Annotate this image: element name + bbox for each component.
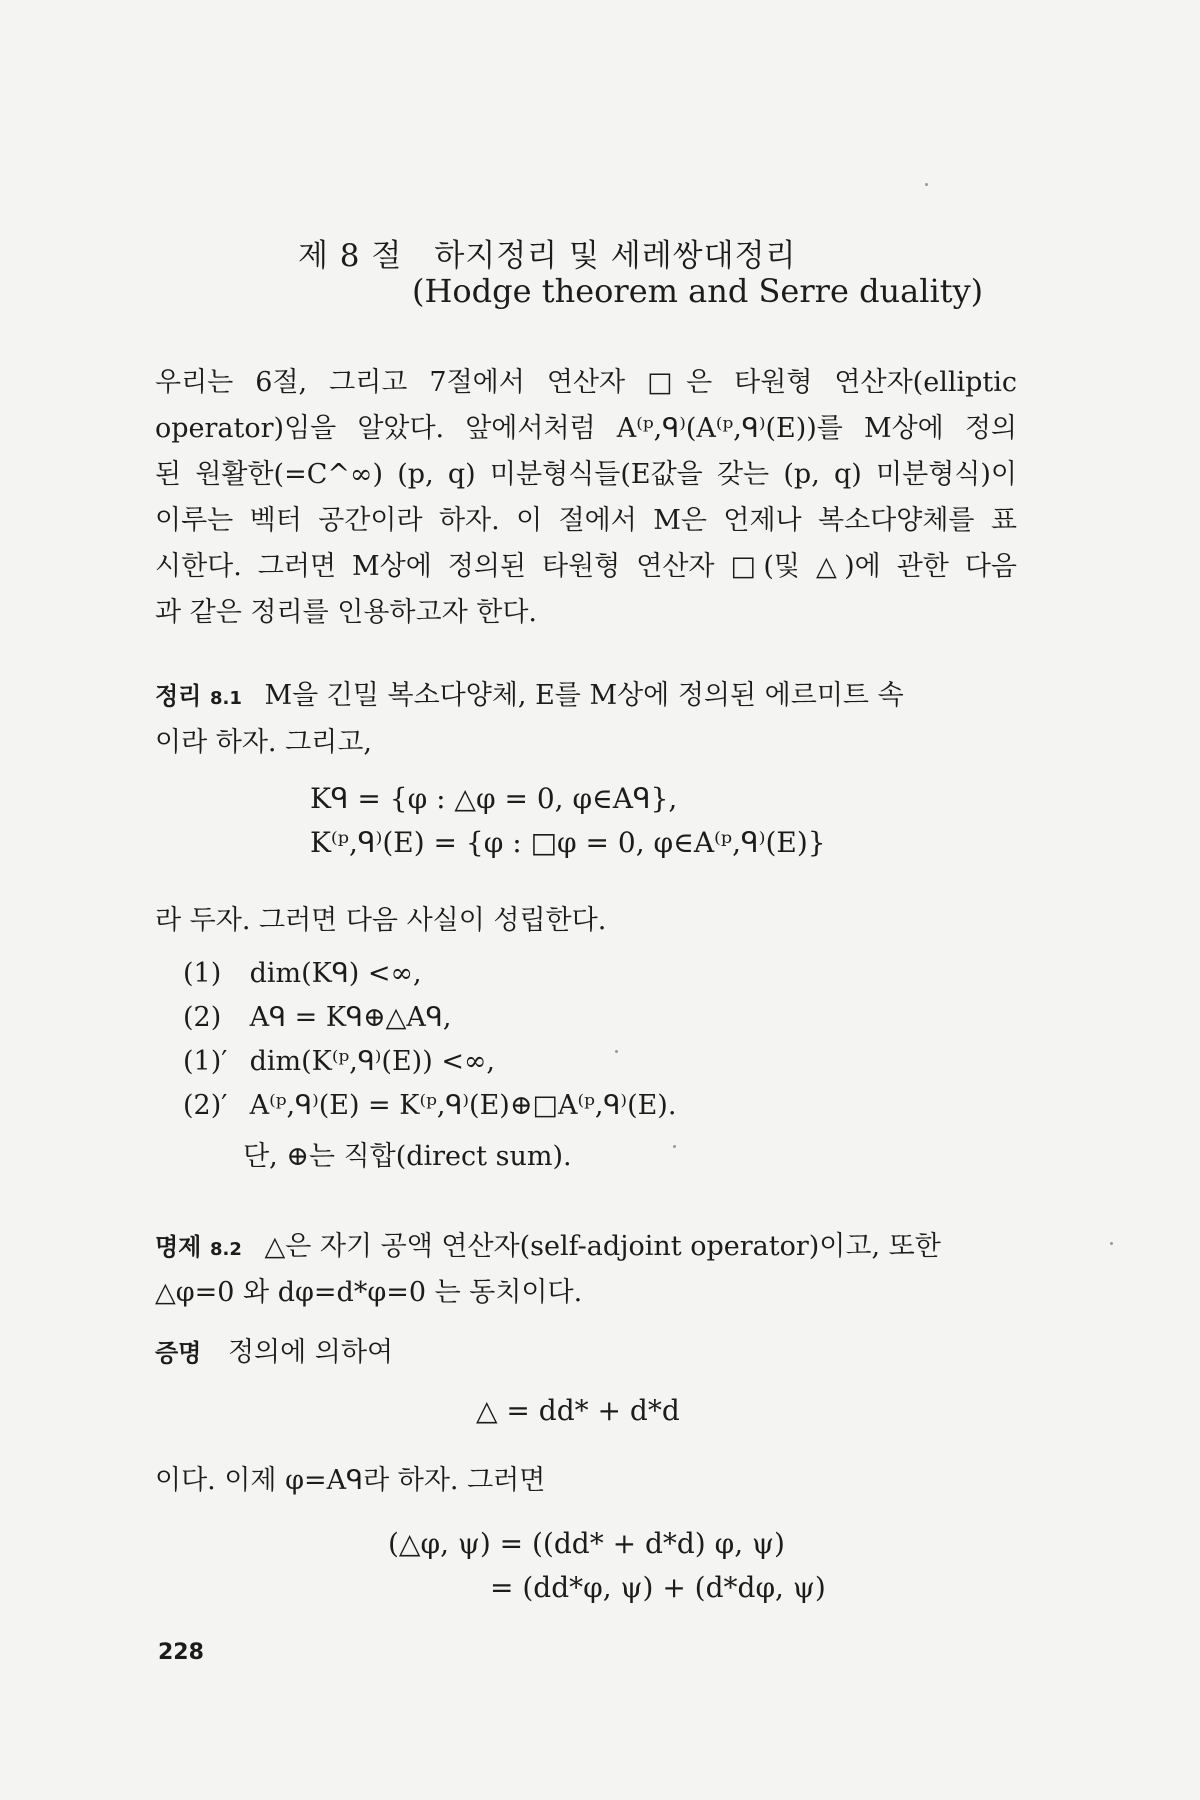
proposition-label: 명제 (155, 1233, 202, 1261)
proposition-line-2: △φ=0 와 dφ=d*φ=0 는 동치이다. (155, 1277, 583, 1308)
theorem-formula-2: K⁽ᵖ,ᑫ⁾(E) = {φ : □φ = 0, φ∈A⁽ᵖ,ᑫ⁾(E)} (310, 826, 826, 859)
proof-label: 증명 (155, 1339, 202, 1367)
intro-line: 과 같은 정리를 인용하고자 한다. (155, 597, 537, 628)
theorem-item (183, 1090, 676, 1121)
theorem-number: 8.1 (209, 688, 242, 709)
proof-text: 정의에 의하여 (227, 1337, 394, 1368)
proposition-heading (155, 1224, 941, 1263)
item-tag: (1)′ (183, 1046, 228, 1077)
proof-after: 이다. 이제 φ=Aᑫ라 하자. 그러면 (155, 1465, 546, 1496)
item-tag: (1) (183, 958, 222, 989)
theorem-label: 정리 (155, 682, 202, 710)
section-subtitle: (Hodge theorem and Serre duality) (412, 272, 984, 310)
theorem-line-2: 이라 하자. 그리고, (155, 727, 372, 758)
item-tag: (2)′ (183, 1090, 228, 1121)
theorem-after: 라 두자. 그러면 다음 사실이 성립한다. (155, 905, 607, 936)
intro-line: 우리는 6절, 그리고 7절에서 연산자 □은 타원형 연산자(elliptic (155, 367, 1017, 398)
item-tag: (2) (183, 1002, 222, 1033)
intro-line: 이루는 벡터 공간이라 하자. 이 절에서 M은 언제나 복소다양체를 표 (155, 505, 1017, 536)
theorem-formula-1: Kᑫ = {φ : △φ = 0, φ∈Aᑫ}, (310, 782, 678, 815)
theorem-item (183, 1046, 495, 1077)
proof-heading (155, 1330, 393, 1369)
page-number: 228 (158, 1640, 204, 1665)
proposition-number: 8.2 (209, 1239, 242, 1260)
scan-speck (1110, 1242, 1113, 1245)
proof-equation-2: = (dd*φ, ψ) + (d*dφ, ψ) (490, 1571, 826, 1604)
item-text: Aᑫ = Kᑫ⊕△Aᑫ, (249, 1002, 452, 1033)
item-text: A⁽ᵖ,ᑫ⁾(E) = K⁽ᵖ,ᑫ⁾(E)⊕□A⁽ᵖ,ᑫ⁾(E). (249, 1090, 677, 1121)
proof-equation-1: (△φ, ψ) = ((dd* + d*d) φ, ψ) (388, 1527, 785, 1560)
intro-paragraph (155, 360, 1017, 636)
theorem-heading (155, 673, 904, 712)
intro-line: 된 원활한(=C^∞) (p, q) 미분형식들(E값을 갖는 (p, q) 미분형식)이 (155, 459, 1017, 490)
section-title: 제 8 절 하지정리 및 세레쌍대정리 (298, 238, 797, 274)
intro-line: operator)임을 알았다. 앞에서처럼 A⁽ᵖ,ᑫ⁾(A⁽ᵖ,ᑫ⁾(E))를 M상에 정의 (155, 413, 1017, 444)
scan-speck (673, 1145, 676, 1148)
proposition-line-1: △은 자기 공액 연산자(self-adjoint operator)이고, 또한 (264, 1231, 941, 1262)
intro-line: 시한다. 그러면 M상에 정의된 타원형 연산자 □(및 △)에 관한 다음 (155, 551, 1017, 582)
theorem-item (183, 1002, 451, 1033)
scan-speck (925, 183, 928, 186)
theorem-item (183, 958, 422, 989)
proof-formula: △ = dd* + d*d (476, 1394, 680, 1427)
item-text: dim(Kᑫ) <∞, (249, 958, 422, 989)
item-text: dim(K⁽ᵖ,ᑫ⁾(E)) <∞, (249, 1046, 496, 1077)
theorem-line-1: M을 긴밀 복소다양체, E를 M상에 정의된 에르미트 속 (264, 680, 904, 711)
scan-speck (615, 1050, 618, 1053)
theorem-note: 단, ⊕는 직합(direct sum). (243, 1141, 572, 1172)
